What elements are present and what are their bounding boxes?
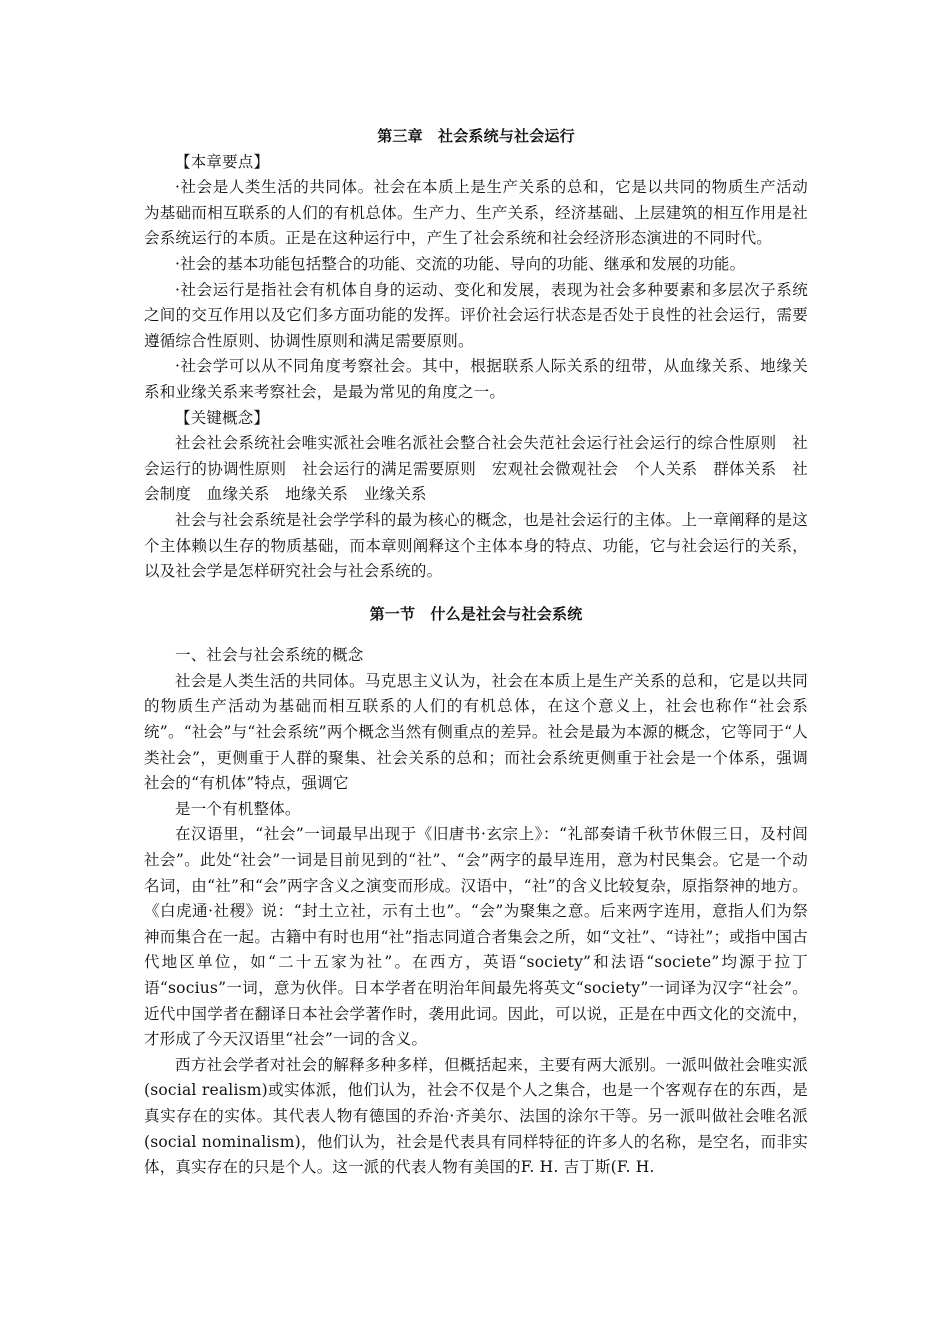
key-concepts-heading: 【关键概念】 [175, 408, 270, 427]
key-point-item: ·社会是人类生活的共同体。社会在本质上是生产关系的总和，它是以共同的物质生产活动为基础而相互联系的人们的有机总体。生产力、生产关系，经济基础、上层建筑的相互作用是社会系统运行的本质。正是在这种运行中，产生了社会系统和社会经济形态演进的不同时代。 [144, 178, 808, 248]
key-points-heading: 【本章要点】 [175, 152, 270, 171]
chapter-intro: 社会与社会系统是社会学学科的最为核心的概念，也是社会运行的主体。上一章阐释的是这个主体赖以生存的物质基础，而本章则阐释这个主体本身的特点、功能，它与社会运行的关系，以及社会学是怎样研究社会与社会系统的。 [144, 510, 808, 581]
body-paragraph: 社会是人类生活的共同体。马克思主义认为，社会在本质上是生产关系的总和，它是以共同的物质生产活动为基础而相互联系的人们的有机总体，在这个意义上，社会也称作“社会系统”。“社会”与“社会系统”两个概念当然有侧重点的差异。社会是最为本源的概念，它等同于“人类社会”，更侧重于人群的聚集、社会关系的总和；而社会系统更侧重于社会是一个体系，强调社会的“有机体”特点，强调它 [144, 671, 808, 793]
key-point-item: ·社会运行是指社会有机体自身的运动、变化和发展，表现为社会多种要素和多层次子系统之间的交互作用以及它们多方面功能的发挥。评价社会运行状态是否处于良性的社会运行，需要遵循综合性原则、协调性原则和满足需要原则。 [144, 280, 808, 350]
document-page [144, 124, 808, 1181]
chapter-title: 第三章 社会系统与社会运行 [377, 127, 575, 145]
section-title: 第一节 什么是社会与社会系统 [369, 604, 583, 623]
subsection-heading: 一、社会与社会系统的概念 [175, 646, 364, 665]
body-paragraph: 在汉语里，“社会”一词最早出现于《旧唐书·玄宗上》：“礼部奏请千秋节休假三日，及村闾社会”。此处“社会”一词是目前见到的“社”、“会”两字的最早连用，意为村民集会。它是一个动名词，由“社”和“会”两字含义之演变而形成。汉语中，“社”的含义比较复杂，原指祭神的地方。《白虎通·社稷》说：“封土立社，示有土也”。“会”为聚集之意。后来两字连用，意指人们为祭神而集合在一起。古籍中有时也用“社”指志同道合者集会之所，如“文社”、“诗社”；或指中国古代地区单位，如“二十五家为社”。在西方，英语“society”和法语“societe”均源于拉丁语“socius”一词，意为伙伴。日本学者在明治年间最先将英文“society”一词译为汉字“社会”。近代中国学者在翻译日本社会学著作时，袭用此词。因此，可以说，正是在中西文化的交流中，才形成了今天汉语里“社会”一词的含义。 [144, 825, 808, 1049]
key-point-item: ·社会学可以从不同角度考察社会。其中，根据联系人际关系的纽带，从血缘关系、地缘关系和业缘关系来考察社会，是最为常见的角度之一。 [144, 357, 808, 401]
body-paragraph: 西方社会学者对社会的解释多种多样，但概括起来，主要有两大派别。一派叫做社会唯实派(social realism)或实体派，他们认为，社会不仅是个人之集合，也是一个客观存在的东西，是真实存在的实体。其代表人物有德国的乔治·齐美尔、法国的涂尔干等。另一派叫做社会唯名派(social nominalism)，他们认为，社会是代表具有同样特征的许多人的名称，是空名，而非实体，真实存在的只是个人。这一派的代表人物有美国的F. H. 吉丁斯(F. H. [144, 1055, 808, 1177]
key-point-item: ·社会的基本功能包括整合的功能、交流的功能、导向的功能、继承和发展的功能。 [175, 254, 746, 273]
key-concepts-text: 社会社会系统社会唯实派社会唯名派社会整合社会失范社会运行社会运行的综合性原则 社会运行的协调性原则 社会运行的满足需要原则 宏观社会微观社会 个人关系 群体关系 社会制度 血缘关系 地缘关系 业缘关系 [144, 434, 808, 504]
body-paragraph: 是一个有机整体。 [175, 799, 301, 818]
